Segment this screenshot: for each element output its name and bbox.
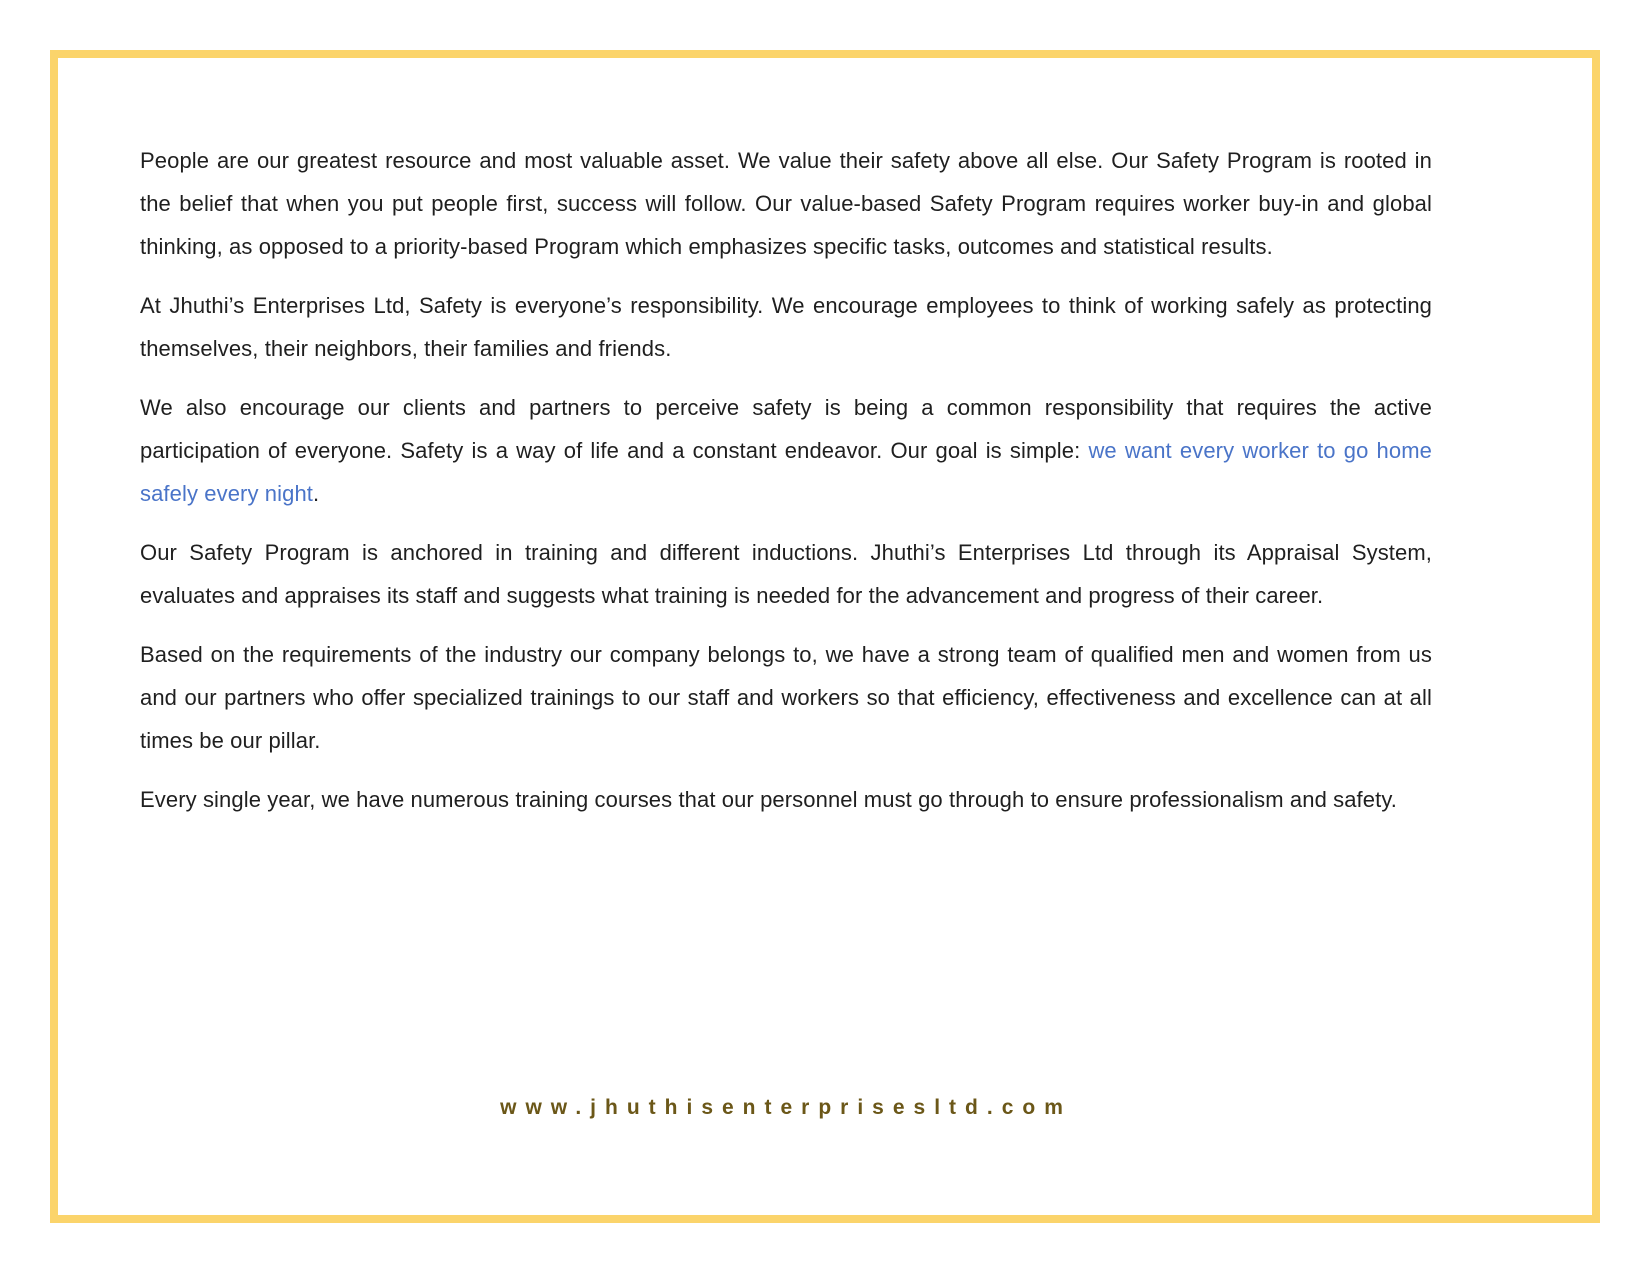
paragraph-clients-partners-text: We also encourage our clients and partners to perceive safety is being a common responsibility that requires the active participation of everyone. Safety is a way of life and a constant endeavor. Our goal is simple: [140, 395, 1432, 463]
website-url: www.jhuthisenterprisesltd.com [500, 1096, 1072, 1119]
page-footer [140, 1096, 1432, 1120]
paragraph-qualified-team: Based on the requirements of the industry our company belongs to, we have a strong team of qualified men and women from us and our partners who offer specialized trainings to our staff and workers so that efficiency, effectiveness and excellence can at all times be our pillar. [140, 642, 1432, 753]
paragraph-yearly-training: Every single year, we have numerous training courses that our personnel must go through to ensure professionalism and safety. [140, 787, 1397, 812]
paragraph-clients-partners [140, 386, 1432, 515]
paragraph-safety-program-intro: People are our greatest resource and most valuable asset. We value their safety above all else. Our Safety Program is rooted in the belief that when you put people first, success will follow. Our value-based Safety Program requires worker buy-in and global thinking, as opposed to a priority-based Program which emphasizes specific tasks, outcomes and statistical results. [140, 148, 1432, 259]
paragraph-everyones-responsibility: At Jhuthi’s Enterprises Ltd, Safety is everyone’s responsibility. We encourage employees to think of working safely as protecting themselves, their neighbors, their families and friends. [140, 293, 1432, 361]
document-body [140, 139, 1432, 821]
goal-link[interactable]: we want every worker to go home safely every night [140, 438, 1432, 506]
paragraph-clients-partners-period: . [313, 481, 320, 506]
paragraph-training-inductions: Our Safety Program is anchored in training and different inductions. Jhuthi’s Enterprises Ltd through its Appraisal System, evaluates and appraises its staff and suggests what training is needed for the advancement and progress of their career. [140, 540, 1432, 608]
